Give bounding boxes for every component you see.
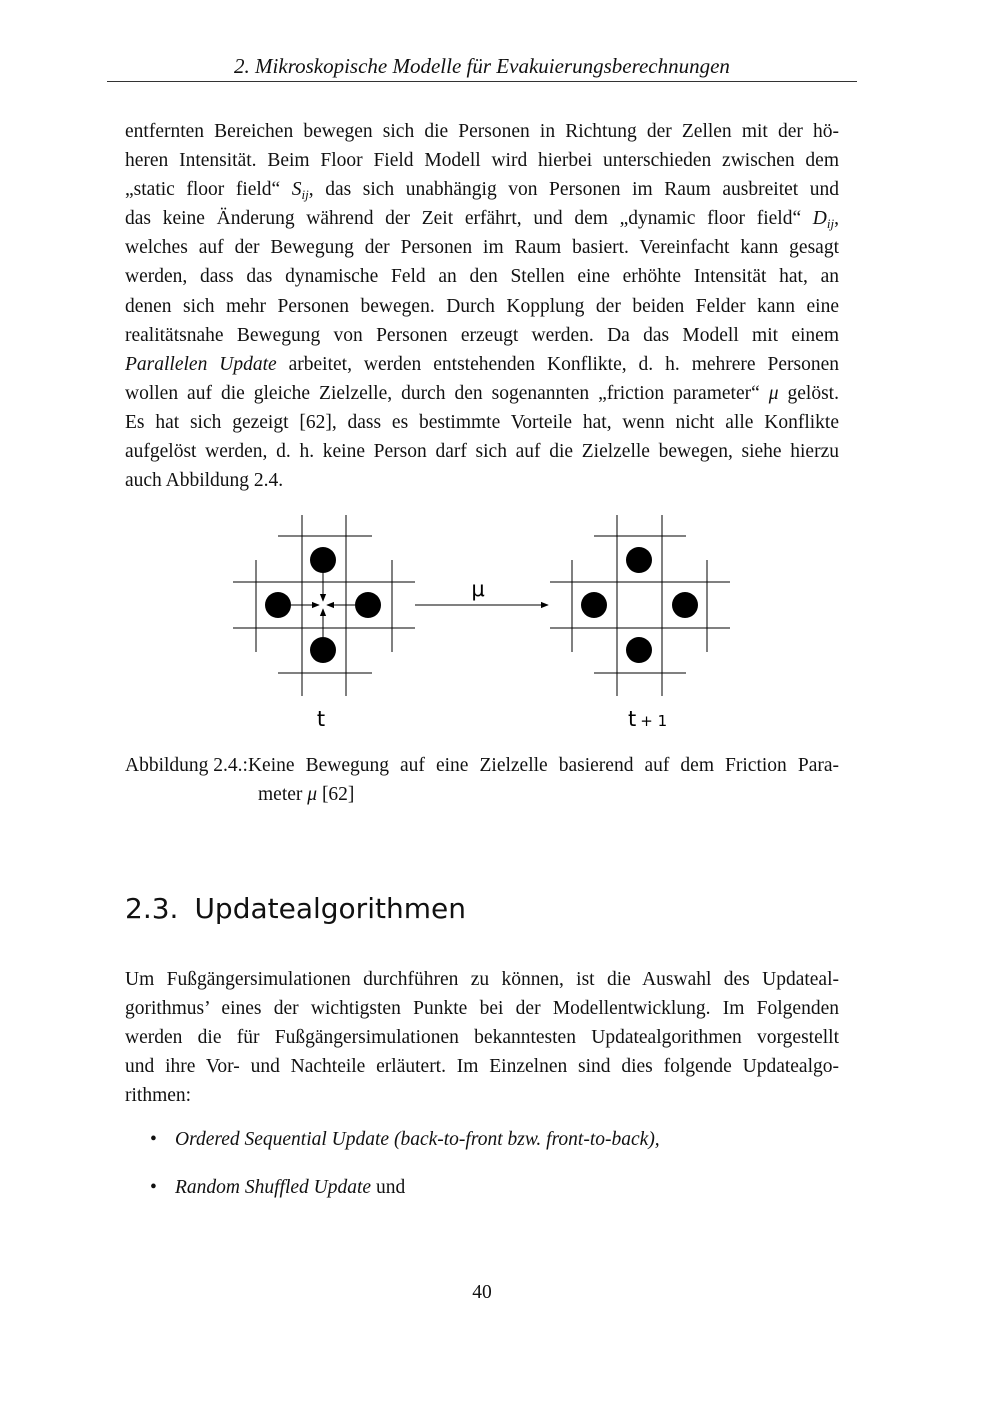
text-line: aufgelöst werden, d. h. keine Person darf sich auf die Zielzelle bewegen, siehe hierzu bbox=[125, 441, 839, 463]
section-heading bbox=[125, 889, 466, 929]
text-line: Es hat sich gezeigt [62], dass es bestimmte Vorteile hat, wenn nicht alle Konflikte bbox=[125, 411, 839, 433]
grid-left bbox=[233, 515, 415, 696]
bullet-list bbox=[150, 1125, 660, 1221]
section-title: Updatealgorithmen bbox=[194, 892, 466, 925]
grid-right bbox=[550, 515, 730, 696]
caption-text-line: Keine Bewegung auf eine Zielzelle basierend auf dem Friction Para- bbox=[247, 755, 839, 776]
list-item-emphasis: Random Shuffled Update bbox=[175, 1177, 372, 1198]
caption-label: Abbildung 2.4.: bbox=[125, 755, 248, 776]
conflict-arrows bbox=[291, 573, 355, 637]
text-line bbox=[125, 204, 839, 233]
text-fragment: arbeitet, werden entstehenden Konflikte, d. h. mehrere Personen bbox=[276, 353, 839, 375]
text-fragment: , das sich unabhängig von Personen im Raum ausbreitet und bbox=[308, 179, 839, 201]
text-line: heren Intensität. Beim Floor Field Modell wird hierbei unterschieden zwischen dem bbox=[125, 150, 839, 172]
text-fragment: gelöst. bbox=[778, 382, 839, 404]
math-symbol: μ bbox=[768, 382, 779, 404]
persons-right bbox=[581, 547, 698, 663]
text-line bbox=[125, 379, 839, 408]
text-line: rithmen: bbox=[125, 1085, 192, 1107]
text-fragment: meter bbox=[258, 784, 308, 806]
person-bottom bbox=[626, 637, 652, 663]
page-number: 40 bbox=[472, 1282, 492, 1303]
text-line: auch Abbildung 2.4. bbox=[125, 470, 284, 492]
arrow-label-mu: μ bbox=[471, 577, 485, 601]
text-line: Um Fußgängersimulationen durchführen zu können, ist die Auswahl des Updateal- bbox=[125, 969, 839, 990]
caption-text-line bbox=[125, 780, 839, 809]
label-t-plus-1 bbox=[628, 707, 667, 731]
label-t-sub: + 1 bbox=[640, 712, 668, 730]
person-left bbox=[265, 592, 291, 618]
text-fragment: wollen auf die gleiche Zielzelle, durch den sogenannten „friction parameter“ bbox=[125, 382, 769, 404]
bullet-marker: • bbox=[150, 1177, 157, 1198]
text-fragment: das keine Änderung während der Zeit erfährt, und dem „dynamic floor field“ bbox=[125, 208, 813, 230]
person-right bbox=[355, 592, 381, 618]
text-fragment: , bbox=[834, 208, 839, 230]
person-left bbox=[581, 592, 607, 618]
text-line: und ihre Vor- und Nachteile erläutert. Im Einzelnen sind dies folgende Updatealgo- bbox=[125, 1056, 839, 1078]
text-line: denen sich mehr Personen bewegen. Durch Kopplung der beiden Felder kann eine bbox=[125, 295, 839, 317]
running-header: 2. Mikroskopische Modelle für Evakuierungsberechnungen bbox=[234, 54, 730, 78]
person-bottom bbox=[310, 637, 336, 663]
math-subscript: ij bbox=[826, 216, 835, 232]
math-symbol: D bbox=[812, 208, 827, 230]
friction-diagram bbox=[230, 512, 740, 734]
text-line: realitätsnahe Bewegung von Personen erzeugt werden. Da das Modell mit einem bbox=[125, 324, 839, 346]
list-item bbox=[150, 1125, 660, 1173]
text-fragment: [62] bbox=[317, 784, 355, 806]
text-line: gorithmus’ eines der wichtigsten Punkte bei der Modellentwicklung. Im Folgenden bbox=[125, 998, 839, 1020]
persons-left bbox=[265, 547, 381, 663]
math-symbol: μ bbox=[307, 784, 318, 806]
label-t-main: t bbox=[628, 707, 637, 731]
emphasis-parallel-update: Parallelen Update bbox=[125, 353, 277, 375]
text-line: werden die für Fußgängersimulationen bekanntesten Updatealgorithmen vorgestellt bbox=[125, 1027, 839, 1049]
text-line: welches auf der Bewegung der Personen im Raum basiert. Vereinfacht kann gesagt bbox=[125, 237, 839, 259]
math-symbol: S bbox=[291, 179, 302, 201]
text-line: werden, dass das dynamische Feld an den Stellen eine erhöhte Intensität hat, an bbox=[125, 266, 839, 288]
body-paragraph-2 bbox=[125, 965, 839, 1110]
figure-caption bbox=[125, 751, 839, 809]
math-subscript: ij bbox=[301, 187, 309, 203]
figure-friction-parameter bbox=[230, 512, 740, 734]
person-right bbox=[672, 592, 698, 618]
person-top bbox=[310, 547, 336, 573]
list-item-text: und bbox=[371, 1177, 406, 1198]
person-top bbox=[626, 547, 652, 573]
text-fragment: „static floor field“ bbox=[125, 179, 292, 201]
section-number: 2.3. bbox=[125, 892, 179, 925]
list-item bbox=[150, 1173, 660, 1221]
body-paragraph-1 bbox=[125, 117, 839, 495]
label-t: t bbox=[316, 707, 326, 731]
text-line bbox=[125, 175, 839, 204]
list-item-text: Ordered Sequential Update (back-to-front bzw. front-to-back), bbox=[175, 1129, 660, 1150]
header-rule bbox=[107, 81, 857, 82]
text-line bbox=[125, 350, 839, 379]
text-line: entfernten Bereichen bewegen sich die Personen in Richtung der Zellen mit der hö- bbox=[125, 121, 839, 142]
bullet-marker: • bbox=[150, 1129, 157, 1150]
